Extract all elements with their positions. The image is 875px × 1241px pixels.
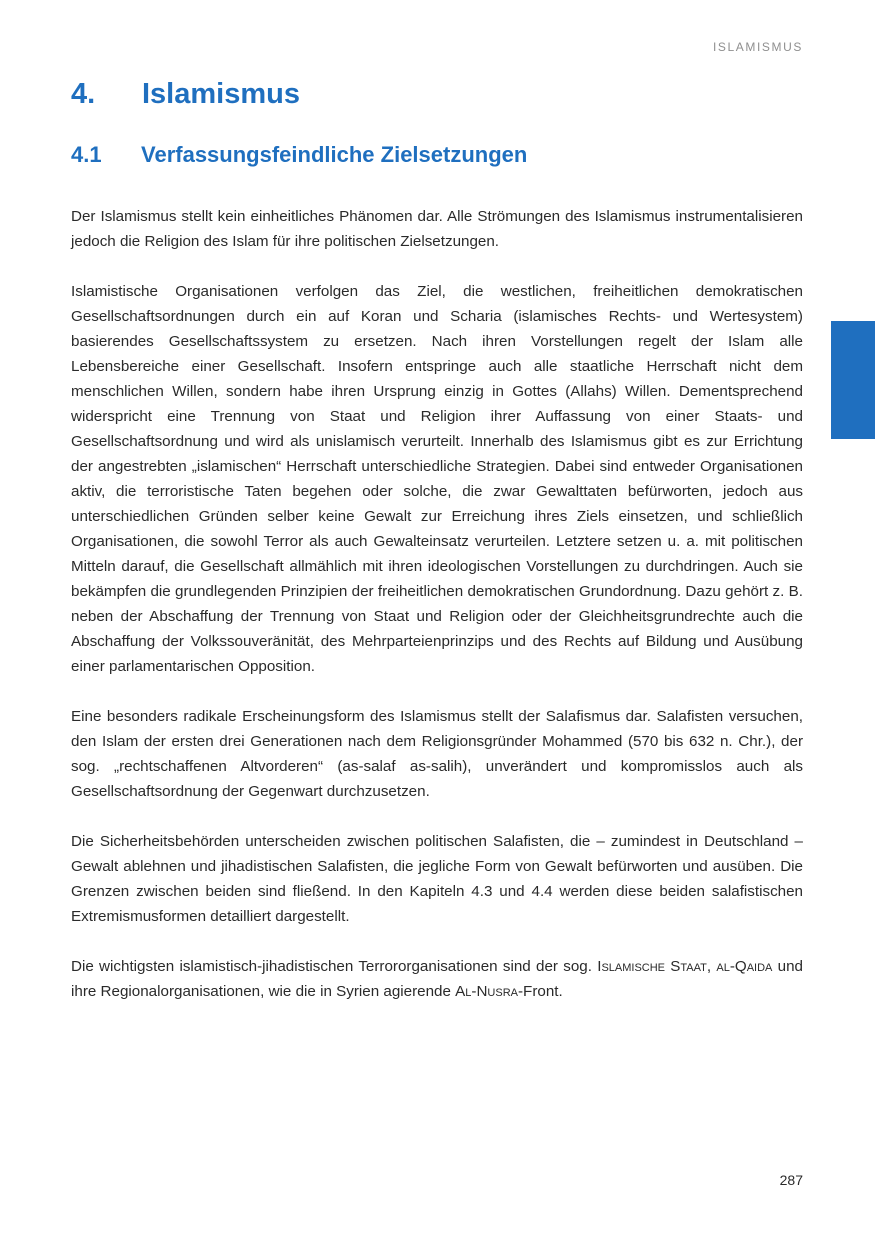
paragraph: Der Islamismus stellt kein einheitliches Phänomen dar. Alle Strömungen des Islamismus instrumentalisieren jedoch die Religion des Islam für ihre politischen Zielsetzungen. <box>71 208 803 250</box>
organization-name: al-Qaida <box>716 958 773 975</box>
chapter-number: 4. <box>71 78 96 110</box>
paragraph-text: und ihre Regionalorganisationen, wie die in Syrien agierende <box>71 958 803 1000</box>
section-title-text: Verfassungsfeindliche Zielsetzungen <box>141 142 528 167</box>
body-text <box>71 204 803 1029</box>
paragraph <box>71 954 803 1004</box>
paragraph: Islamistische Organisationen verfolgen das Ziel, die westlichen, freiheitlichen demokratischen Gesellschaftsordnungen durch ein auf Koran und Scharia (islamisches Rechts- und Wertesystem) basierendes Gesellschaftssystem zu ersetzen. Nach ihren Vorstellungen regelt der Islam alle Lebensbereiche einer Gesellschaft. Insofern entspringe auch alle staatliche Herrschaft nicht dem menschlichen Willen, sondern habe ihren Ursprung einzig in Gottes (Allahs) Willen. Dementsprechend widerspricht eine Trennung von Staat und Religion ihrer Auffassung von einer Staats- und Gesellschaftsordnung und wird als unislamisch verurteilt. Innerhalb des Islamismus gibt es zur Errichtung der angestrebten „islamischen“ Herrschaft unterschiedliche Strategien. Dabei sind entweder Organisationen aktiv, die terroristische Taten begehen oder solche, die zwar Gewalttaten befürworten, jedoch aus unterschiedlichen Gründen selber keine Gewalt zur Erreichung ihres Ziels einsetzen, und schließlich Organisationen, die sowohl Terror als auch Gewalteinsatz verurteilen. Letztere setzen u. a. mit politischen Mitteln darauf, die Gesellschaft allmählich mit ihren ideologischen Vorstellungen zu durchdringen. Auch sie bekämpfen die grundlegenden Prinzipien der freiheitlichen demokratischen Grundordnung. Dazu gehört z. B. neben der Abschaffung der Trennung von Staat und Religion oder der Gleichheitsgrundrechte auch die Abschaffung der Volkssouveränität, des Mehrparteienprinzips und des Rechts auf Bildung und Ausübung einer parlamentarischen Opposition. <box>71 283 803 675</box>
paragraph-text: Die wichtigsten islamistisch-jihadistischen Terrororganisationen sind der sog. <box>71 958 598 975</box>
section-title <box>71 142 527 168</box>
separator: , <box>706 958 717 975</box>
page-number: 287 <box>779 1172 803 1188</box>
running-head: ISLAMISMUS <box>712 40 803 54</box>
organization-name: Al-Nusra <box>455 983 518 1000</box>
chapter-title-text: Islamismus <box>142 78 300 110</box>
organization-name: Islamische Staat <box>597 958 707 975</box>
paragraph: Eine besonders radikale Erscheinungsform des Islamismus stellt der Salafismus dar. Salafisten versuchen, den Islam der ersten drei Generationen nach dem Religionsgründer Mohammed (570 bis 632 n. Chr.), der sog. „rechtschaffenen Altvorderen“ (as-salaf as-salih), unverändert und kompromisslos auch als Gesellschaftsordnung der Gegenwart durchzusetzen. <box>71 708 803 800</box>
chapter-title <box>71 78 300 111</box>
chapter-tab-marker <box>831 321 875 439</box>
section-number: 4.1 <box>71 142 102 167</box>
paragraph: Die Sicherheitsbehörden unterscheiden zwischen politischen Salafisten, die – zumindest in Deutschland – Gewalt ablehnen und jihadistischen Salafisten, die jegliche Form von Gewalt befürworten und ausüben. Die Grenzen zwischen beiden sind fließend. In den Kapiteln 4.3 und 4.4 werden diese beiden salafistischen Extremismusformen detailliert dargestellt. <box>71 833 803 925</box>
paragraph-text: -Front. <box>518 983 563 1000</box>
